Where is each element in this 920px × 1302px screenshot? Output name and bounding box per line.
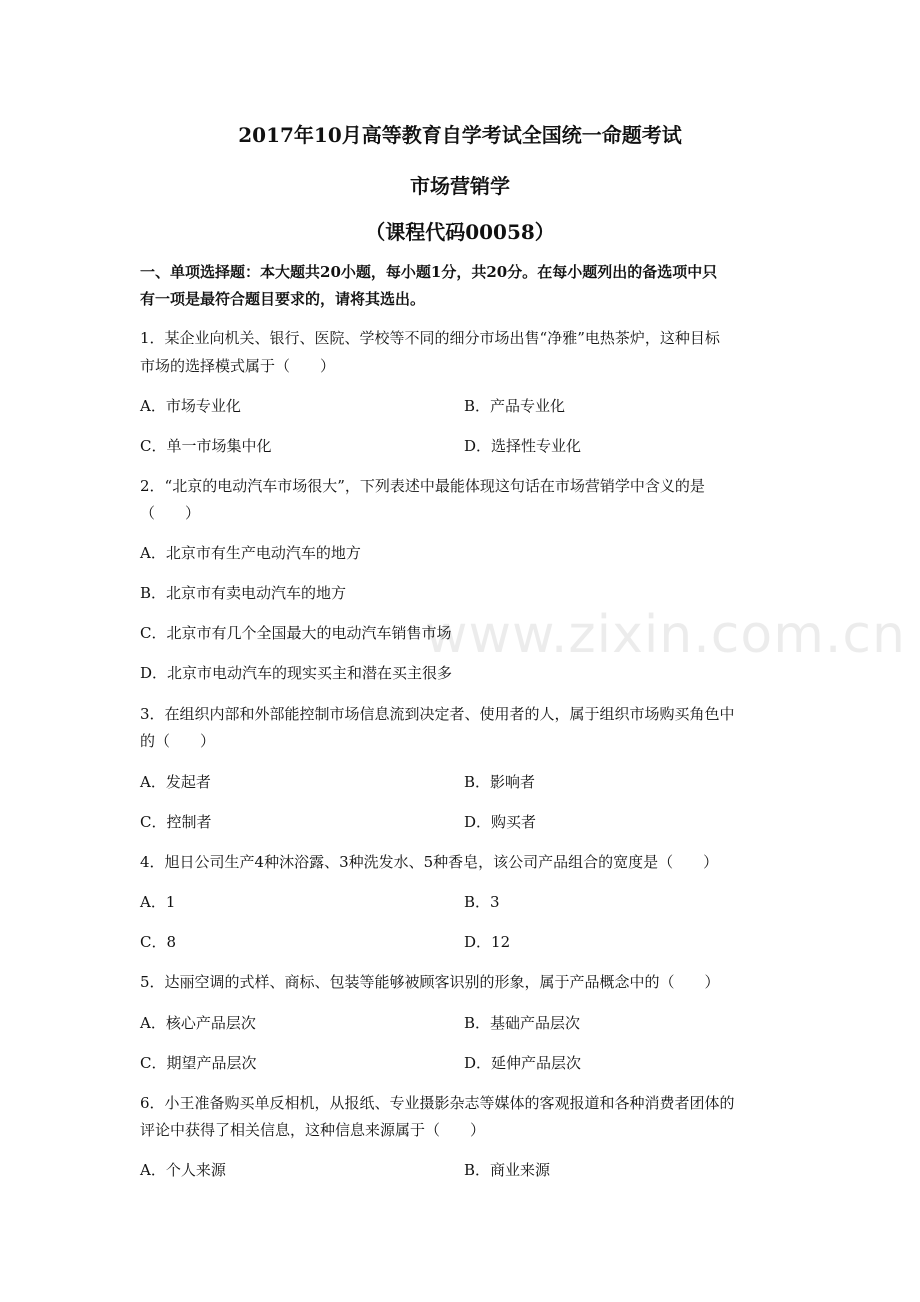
question-4-option-b: B．3 <box>464 893 500 911</box>
question-4-option-d: D．12 <box>464 933 511 951</box>
question-5-option-b: B．基础产品层次 <box>464 1014 581 1032</box>
question-5-option-a: A．核心产品层次 <box>140 1014 256 1032</box>
question-3-option-a: A．发起者 <box>140 773 211 791</box>
question-6-stem: 6．小王准备购买单反相机，从报纸、专业摄影杂志等媒体的客观报道和各种消费者团体的 <box>140 1094 735 1112</box>
question-2-option-c: C．北京市有几个全国最大的电动汽车销售市场 <box>140 624 452 642</box>
question-1-option-c: C．单一市场集中化 <box>140 437 272 455</box>
question-3-option-b: B．影响者 <box>464 773 536 791</box>
section-heading: 一、单项选择题：本大题共20小题，每小题1分，共20分。在每小题列出的备选项中只 <box>140 263 718 281</box>
question-4-stem: 4．旭日公司生产4种沐浴露、3种洗发水、5种香皂，该公司产品组合的宽度是（ ） <box>140 853 719 871</box>
question-2-stem-continued: （ ） <box>140 504 201 522</box>
watermark: www.zixin.com.cn <box>425 605 906 665</box>
question-6-stem-continued: 评论中获得了相关信息，这种信息来源属于（ ） <box>140 1121 486 1139</box>
question-3-option-d: D．购买者 <box>464 813 537 831</box>
question-1-option-d: D．选择性专业化 <box>464 437 582 455</box>
section-heading-continued: 有一项是最符合题目要求的，请将其选出。 <box>140 290 426 308</box>
question-5-stem: 5．达丽空调的式样、商标、包装等能够被顾客识别的形象，属于产品概念中的（ ） <box>140 973 720 991</box>
question-1-option-b: B．产品专业化 <box>464 397 566 415</box>
course-code: （课程代码00058） <box>365 220 555 244</box>
question-4-option-c: C．8 <box>140 933 177 951</box>
question-2-option-a: A．北京市有生产电动汽车的地方 <box>140 544 361 562</box>
question-1-stem: 1．某企业向机关、银行、医院、学校等不同的细分市场出售“净雅”电热茶炉，这种目标 <box>140 329 720 347</box>
question-5-option-c: C．期望产品层次 <box>140 1054 257 1072</box>
question-3-stem-continued: 的（ ） <box>140 732 216 750</box>
exam-title: 2017年10月高等教育自学考试全国统一命题考试 <box>238 123 682 147</box>
question-3-stem: 3．在组织内部和外部能控制市场信息流到决定者、使用者的人，属于组织市场购买角色中 <box>140 705 735 723</box>
question-6-option-b: B．商业来源 <box>464 1161 551 1179</box>
question-1-stem-continued: 市场的选择模式属于（ ） <box>140 357 336 375</box>
question-3-option-c: C．控制者 <box>140 813 212 831</box>
question-2-stem: 2．“北京的电动汽车市场很大”，下列表述中最能体现这句话在市场营销学中含义的是 <box>140 477 705 495</box>
question-2-option-b: B．北京市有卖电动汽车的地方 <box>140 584 347 602</box>
question-1-option-a: A．市场专业化 <box>140 397 241 415</box>
subject-title: 市场营销学 <box>410 174 510 198</box>
question-2-option-d: D．北京市电动汽车的现实买主和潜在买主很多 <box>140 664 453 682</box>
question-4-option-a: A．1 <box>140 893 176 911</box>
question-5-option-d: D．延伸产品层次 <box>464 1054 582 1072</box>
question-6-option-a: A．个人来源 <box>140 1161 226 1179</box>
